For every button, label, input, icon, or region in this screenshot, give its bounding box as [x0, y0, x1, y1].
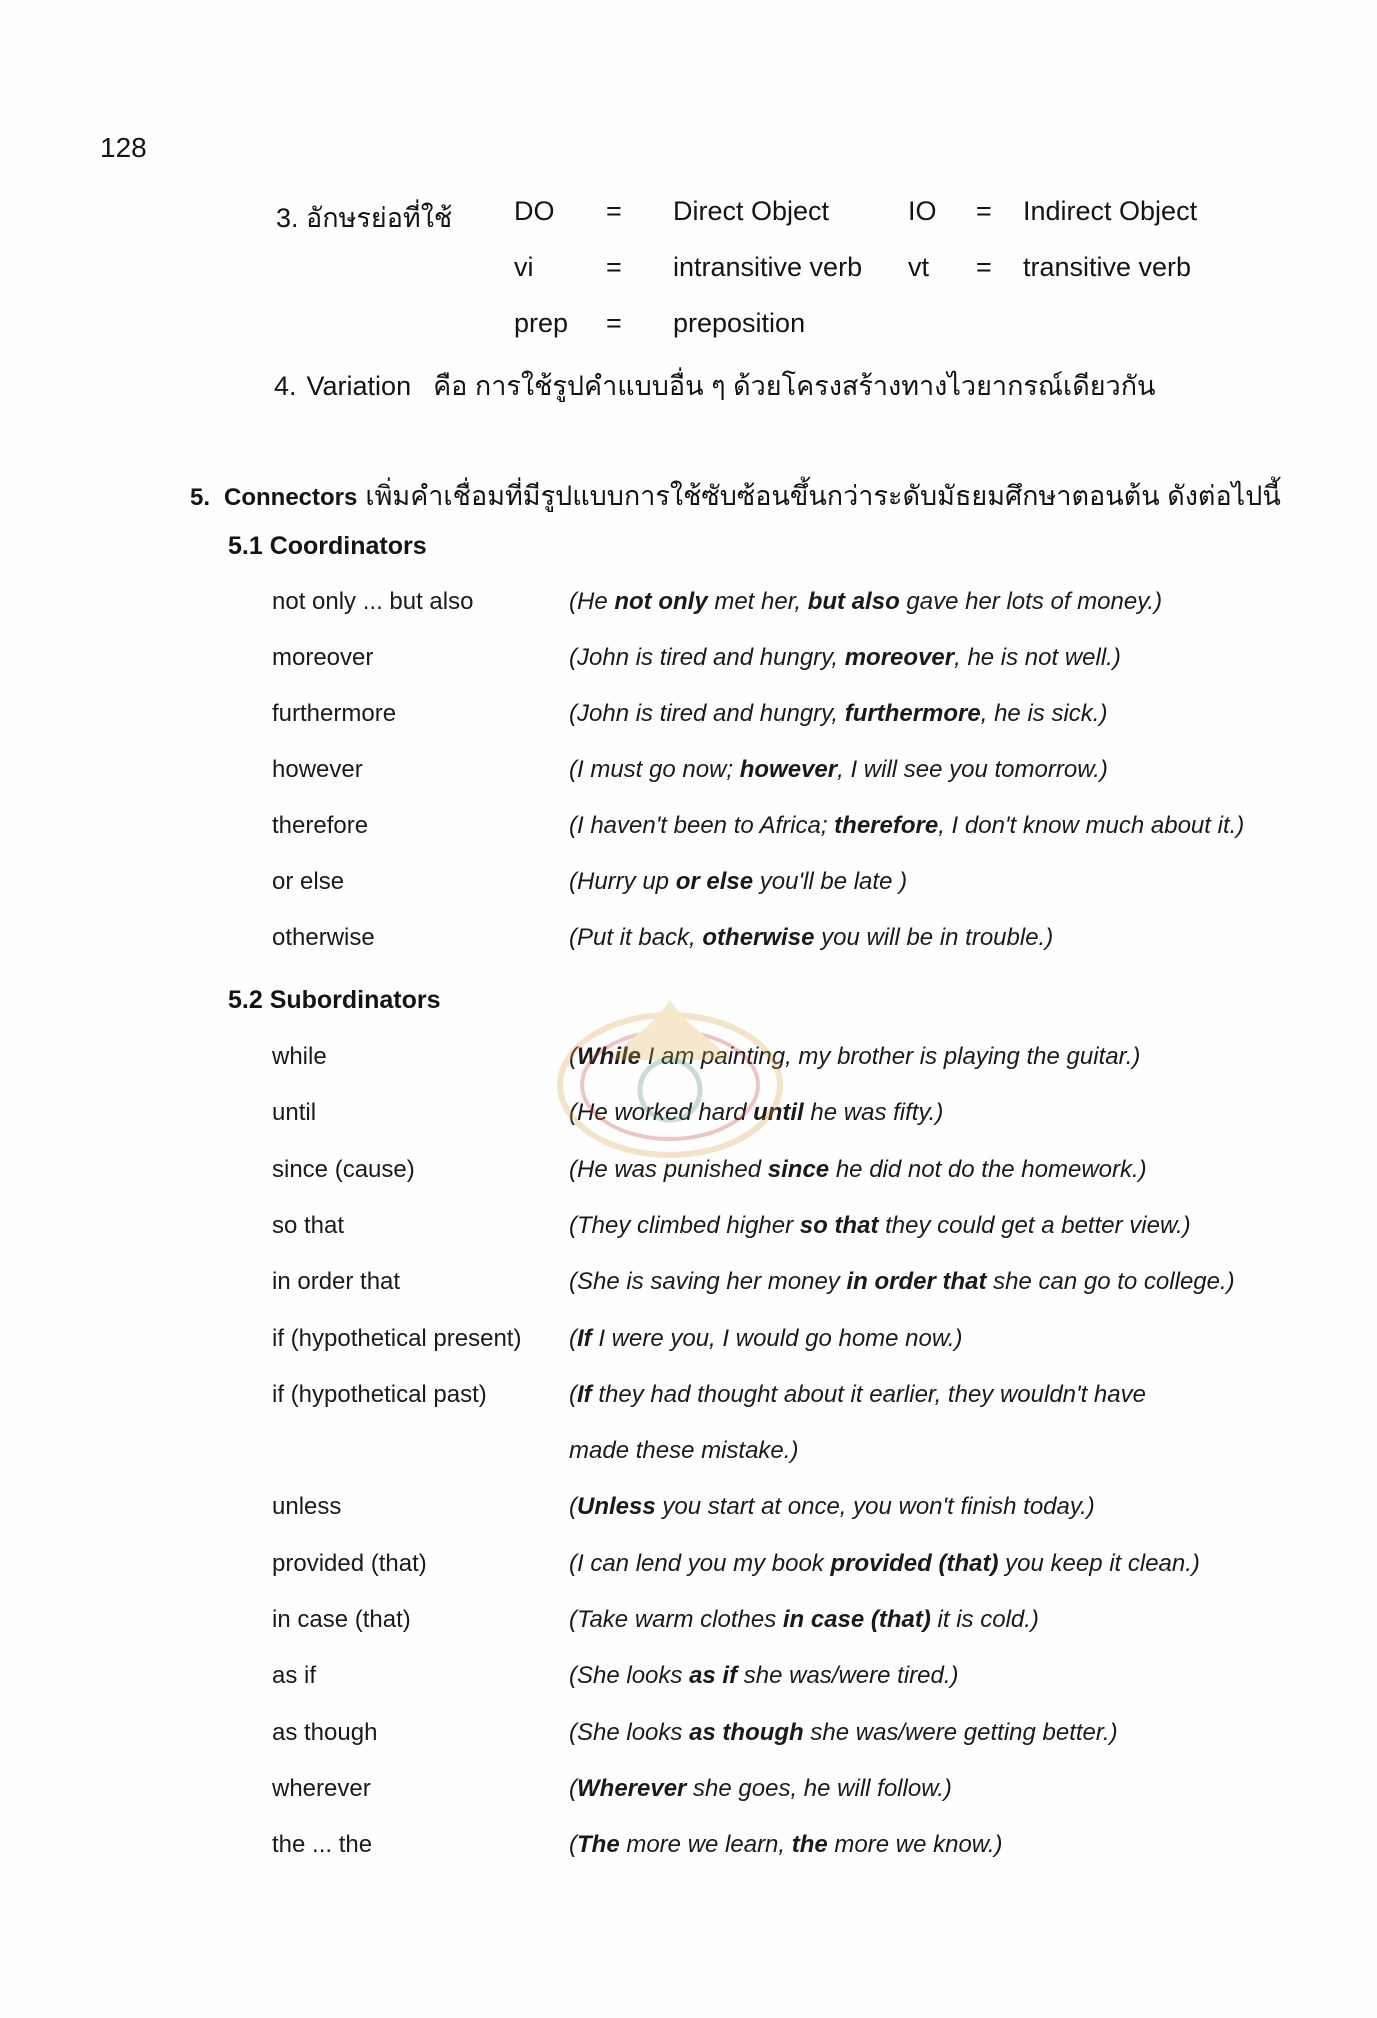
- example-sentence: (Put it back, otherwise you will be in trouble.): [569, 924, 1054, 951]
- abbr-value: intransitive verb: [673, 252, 863, 282]
- connector-term: moreover: [272, 644, 374, 671]
- connector-term: not only ... but also: [272, 588, 474, 615]
- section-5-heading: [190, 474, 1281, 517]
- abbr-value: Indirect Object: [1023, 196, 1198, 226]
- equals-sign: =: [606, 308, 622, 338]
- connector-term: since (cause): [272, 1155, 415, 1183]
- example-sentence: (She looks as if she was/were tired.): [569, 1662, 959, 1690]
- section-description: เพิ่มคำเชื่อมที่มีรูปแบบการใช้ซับซ้อนขึ้นกว่าระดับมัธยมศึกษาตอนต้น ดังต่อไปนี้: [365, 481, 1281, 511]
- connector-term: however: [272, 756, 363, 783]
- example-sentence: (The more we learn, the more we know.): [569, 1831, 1003, 1859]
- connector-term: therefore: [272, 812, 369, 839]
- connector-term: the ... the: [272, 1831, 373, 1859]
- equals-sign: =: [606, 252, 622, 282]
- connector-term: if (hypothetical present): [272, 1324, 522, 1352]
- connector-term: until: [272, 1099, 317, 1127]
- item-description: คือ การใช้รูปคำแบบอื่น ๆ ด้วยโครงสร้างทางไวยากรณ์เดียวกัน: [433, 371, 1156, 401]
- abbr-key: prep: [514, 308, 569, 338]
- abbr-key: vi: [514, 252, 534, 282]
- example-sentence: (Take warm clothes in case (that) it is cold.): [569, 1606, 1039, 1633]
- abbr-key: DO: [514, 196, 555, 226]
- section-title: Connectors: [224, 484, 358, 511]
- connector-term: if (hypothetical past): [272, 1380, 487, 1408]
- abbr-value: preposition: [673, 308, 806, 338]
- example-sentence: (Wherever she goes, he will follow.): [569, 1774, 952, 1802]
- example-sentence: (She looks as though she was/were getting better.): [569, 1718, 1118, 1746]
- example-sentence: made these mistake.): [569, 1437, 799, 1465]
- abbreviations-heading: 3. อักษรย่อที่ใช้: [276, 203, 453, 233]
- connector-term: unless: [272, 1493, 342, 1521]
- example-sentence: (He not only met her, but also gave her lots of money.): [569, 588, 1163, 615]
- example-sentence: (I must go now; however, I will see you tomorrow.): [569, 756, 1108, 783]
- connector-term: as if: [272, 1662, 317, 1690]
- example-sentence: (They climbed higher so that they could get a better view.): [569, 1211, 1191, 1239]
- institution-seal-watermark: [540, 990, 800, 1160]
- example-sentence: (If I were you, I would go home now.): [569, 1324, 963, 1352]
- connector-term: otherwise: [272, 924, 375, 951]
- example-sentence: (She is saving her money in order that she can go to college.): [569, 1268, 1235, 1296]
- connector-term: wherever: [272, 1774, 371, 1802]
- section-number: 5.: [190, 484, 211, 511]
- item-number: 4.: [274, 371, 297, 401]
- example-sentence: (I haven't been to Africa; therefore, I don't know much about it.): [569, 812, 1245, 839]
- connector-term: or else: [272, 868, 345, 895]
- example-sentence: (I can lend you my book provided (that) you keep it clean.): [569, 1549, 1200, 1577]
- example-sentence: (John is tired and hungry, furthermore, he is sick.): [569, 700, 1108, 727]
- equals-sign: =: [606, 196, 622, 226]
- item-4-variation: [274, 364, 1156, 407]
- abbr-value: transitive verb: [1023, 252, 1192, 282]
- abbr-key: vt: [908, 252, 930, 282]
- connector-term: as though: [272, 1718, 378, 1746]
- connector-term: so that: [272, 1211, 345, 1239]
- connector-term: provided (that): [272, 1549, 427, 1577]
- connector-term: in case (that): [272, 1606, 411, 1633]
- example-sentence: (While I am painting, my brother is playing the guitar.): [569, 1043, 1141, 1070]
- abbr-value: Direct Object: [673, 196, 830, 226]
- abbr-key: IO: [908, 196, 937, 226]
- connector-term: in order that: [272, 1268, 401, 1296]
- example-sentence: (Hurry up or else you'll be late ): [569, 868, 908, 895]
- example-sentence: (Unless you start at once, you won't finish today.): [569, 1493, 1095, 1521]
- example-sentence: (He worked hard until he was fifty.): [569, 1099, 944, 1127]
- equals-sign: =: [976, 252, 992, 282]
- equals-sign: =: [976, 196, 992, 226]
- item-term: Variation: [306, 371, 412, 401]
- connector-term: while: [272, 1043, 327, 1070]
- example-sentence: (If they had thought about it earlier, they wouldn't have: [569, 1380, 1146, 1408]
- example-sentence: (He was punished since he did not do the homework.): [569, 1155, 1147, 1183]
- subordinators-heading: 5.2 Subordinators: [228, 986, 441, 1014]
- connector-term: furthermore: [272, 700, 397, 727]
- page-number: 128: [100, 132, 147, 163]
- coordinators-heading: 5.1 Coordinators: [228, 532, 427, 560]
- example-sentence: (John is tired and hungry, moreover, he is not well.): [569, 644, 1121, 671]
